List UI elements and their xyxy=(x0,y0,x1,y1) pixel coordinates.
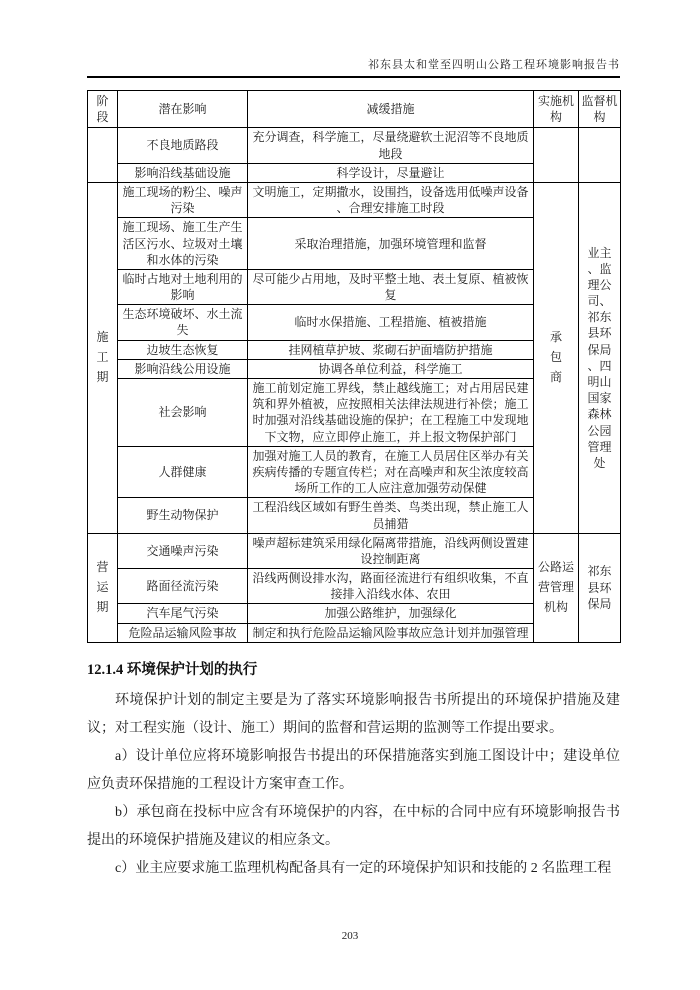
impact-cell: 汽车尾气污染 xyxy=(118,604,248,623)
table-header-row xyxy=(88,91,621,128)
measures-cell: 临时水保措施、工程措施、植被措施 xyxy=(248,305,534,340)
header-measures: 减缓措施 xyxy=(248,91,534,128)
measures-cell: 噪声超标建筑采用绿化隔离带措施，沿线两侧设置建设控制距离 xyxy=(248,533,534,568)
measures-cell: 尽可能少占用地，及时平整土地、表土复原、植被恢复 xyxy=(248,269,534,304)
body-paragraph: c）业主应要求施工监理机构配备具有一定的环境保护知识和技能的 2 名监理工程 xyxy=(115,860,612,876)
measures-cell: 工程沿线区域如有野生兽类、鸟类出现，禁止施工人员捕猎 xyxy=(248,498,534,533)
supervisor-cell-construction: 业主、监理公司、祁东县环保局、四明山国家森林公园管理处 xyxy=(579,182,621,533)
running-header: 祁东县太和堂至四明山公路工程环境影响报告书 xyxy=(87,56,620,78)
impact-cell: 影响沿线公用设施 xyxy=(118,359,248,378)
impact-cell: 危险品运输风险事故 xyxy=(118,623,248,642)
stage-cell-construction: 施工期 xyxy=(88,182,118,533)
mitigation-measures-table xyxy=(87,90,621,643)
stage-cell-design xyxy=(88,128,118,183)
impact-cell: 不良地质路段 xyxy=(118,128,248,163)
table-row xyxy=(88,128,621,163)
header-stage: 阶段 xyxy=(88,91,118,128)
impact-cell: 野生动物保护 xyxy=(118,498,248,533)
measures-cell: 协调各单位利益，科学施工 xyxy=(248,359,534,378)
measures-cell: 采取治理措施，加强环境管理和监督 xyxy=(248,218,534,270)
page-content xyxy=(87,56,620,883)
implementer-cell-operation: 公路运营管理机构 xyxy=(534,533,579,642)
impact-cell: 人群健康 xyxy=(118,446,248,498)
table-row xyxy=(88,182,621,217)
page-number: 203 xyxy=(341,930,359,942)
stage-cell-operation: 营运期 xyxy=(88,533,118,642)
measures-cell: 加强对施工人员的教育，在施工人员居住区举办有关疾病传播的专题宣传栏；对在高噪声和灰尘浓度较高场所工作的工人应注意加强劳动保健 xyxy=(248,446,534,498)
supervisor-cell-design xyxy=(579,128,621,183)
impact-cell: 交通噪声污染 xyxy=(118,533,248,568)
header-implementer: 实施机构 xyxy=(534,91,579,128)
impact-cell: 施工现场、施工生产生活区污水、垃圾对土壤和水体的污染 xyxy=(118,218,248,270)
implementer-cell-construction: 承包商 xyxy=(534,182,579,533)
measures-cell: 充分调查，科学施工，尽量绕避软土泥沼等不良地质地段 xyxy=(248,128,534,163)
measures-cell: 文明施工，定期撒水，设围挡，设备选用低噪声设备、合理安排施工时段 xyxy=(248,182,534,217)
measures-cell: 挂网植草护坡、浆砌石护面墙防护措施 xyxy=(248,340,534,359)
header-impact: 潜在影响 xyxy=(118,91,248,128)
impact-cell: 社会影响 xyxy=(118,379,248,447)
measures-cell: 沿线两侧设排水沟，路面径流进行有组织收集，不直接排入沿线水体、农田 xyxy=(248,569,534,604)
impact-cell: 影响沿线基础设施 xyxy=(118,163,248,182)
supervisor-cell-operation: 祁东县环保局 xyxy=(579,533,621,642)
table-row xyxy=(88,533,621,568)
impact-cell: 生态环境破坏、水土流失 xyxy=(118,305,248,340)
impact-cell: 路面径流污染 xyxy=(118,569,248,604)
section-heading: 12.1.4 环境保护计划的执行 xyxy=(87,661,258,678)
measures-cell: 加强公路维护，加强绿化 xyxy=(248,604,534,623)
body-paragraph: 环境保护计划的制定主要是为了落实环境影响报告书所提出的环境保护措施及建议；对工程实施（设计、施工）期间的监督和营运期的监测等工作提出要求。 xyxy=(87,692,620,736)
impact-cell: 边坡生态恢复 xyxy=(118,340,248,359)
impact-cell: 施工现场的粉尘、噪声污染 xyxy=(118,182,248,217)
measures-cell: 施工前划定施工界线，禁止越线施工；对占用居民建筑和界外植被，应按照相关法律法规进行补偿；施工时加强对沿线基础设施的保护；在工程施工中发现地下文物，应立即停止施工，并上报文物保护部门 xyxy=(248,379,534,447)
implementer-cell-design xyxy=(534,128,579,183)
body-paragraph: b）承包商在投标中应含有环境保护的内容，在中标的合同中应有环境影响报告书提出的环境保护措施及建议的相应条文。 xyxy=(87,804,620,848)
header-supervisor: 监督机构 xyxy=(579,91,621,128)
impact-cell: 临时占地对土地利用的影响 xyxy=(118,269,248,304)
measures-cell: 制定和执行危险品运输风险事故应急计划并加强管理 xyxy=(248,623,534,642)
body-paragraph: a）设计单位应将环境影响报告书提出的环保措施落实到施工图设计中；建设单位应负责环保措施的工程设计方案审查工作。 xyxy=(87,748,620,792)
measures-cell: 科学设计，尽量避让 xyxy=(248,163,534,182)
